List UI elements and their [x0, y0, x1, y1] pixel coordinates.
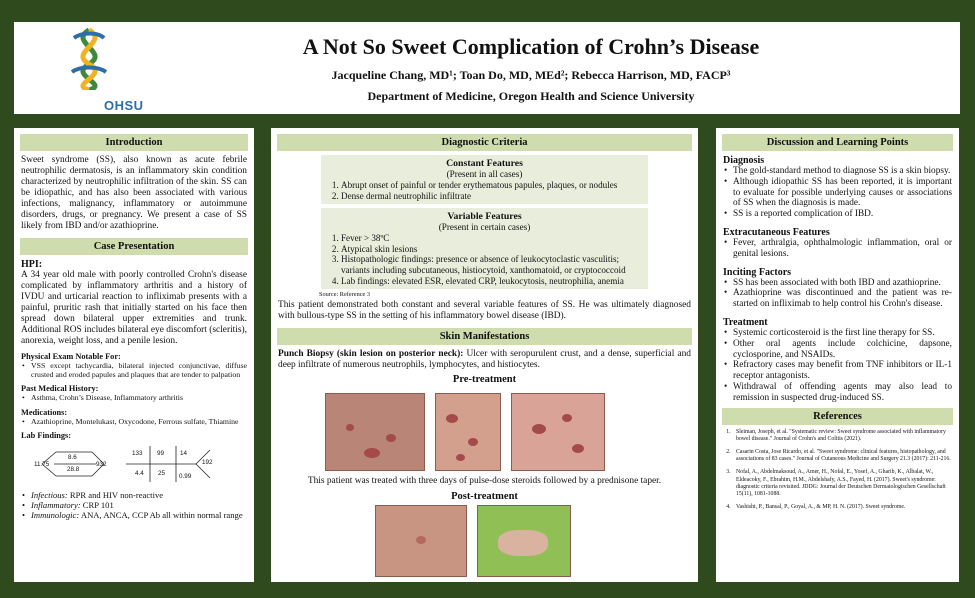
- diagnostic-summary: This patient demonstrated both constant and several variable features of SS. He was ultimately diagnosed with bullous-type SS in the setting of his inflammatory bowel disease (IBD).: [278, 300, 691, 322]
- list-item: 2. Atypical skin lesions: [341, 244, 642, 255]
- lab-co2: 25: [158, 469, 166, 477]
- post-treatment-label: Post-treatment: [451, 491, 518, 502]
- lab-diagrams: [14, 442, 254, 488]
- reference-item: 2. Casarin Costa, Jose Ricardo, et al. "Sweet syndrome: clinical features, histopathology, and associations of 83 cases." Journal of Cutaneous Medicine and Surgery 21.3 (2017): 211-216.: [732, 449, 951, 463]
- reference-item: 3. Nofal, A., Abdelmaksoud, A., Amer, H., Nofal, E., Yosef, A., Gharib, K., Albalat, W., Eldeacoky, F., Ebrahim, H.M., Abdelshafy, A.S., Fayed, H. (2017). Sweet's syndrome: diagnostic criteria revisited. JDDG: Journal der Deutschen Dermatologischen Gesellschaft 15(11), 1081-1088.: [732, 469, 951, 498]
- constant-features-subtitle: (Present in all cases): [446, 169, 523, 179]
- post-treatment-photo-arm: [477, 505, 571, 577]
- list-item: • The gold-standard method to diagnose SS is a skin biopsy.: [723, 166, 952, 177]
- treatment-title: Treatment: [723, 316, 768, 328]
- list-item: 1. Abrupt onset of painful or tender erythematous papules, plaques, or nodules: [341, 180, 642, 191]
- source-note: Source: Reference 3: [319, 291, 371, 299]
- extracutaneous-list: [716, 238, 959, 260]
- inciting-list: [716, 278, 959, 310]
- references-list: [716, 429, 959, 512]
- list-item: • Withdrawal of offending agents may also lead to remission in suspected drug-induced SS.: [723, 382, 952, 404]
- treatment-text: This patient was treated with three days of pulse-dose steroids followed by a prednisone taper.: [307, 476, 662, 486]
- exam-label: Physical Exam Notable For:: [21, 352, 121, 361]
- lab-cl: 99: [157, 449, 165, 457]
- list-item: • Asthma, Crohn’s Disease, Inflammatory arthritis: [21, 393, 247, 402]
- list-item: • Azathioprine was discontinued and the patient was re-started on infliximab to help control his Crohn's disease.: [723, 288, 952, 310]
- extracutaneous-title: Extracutaneous Features: [723, 226, 830, 238]
- pre-treatment-label: Pre-treatment: [452, 374, 517, 386]
- list-item: • VSS except tachycardia, bilateral injected conjunctivae, diffuse crusted and eroded papules and plaques that are tender to palpation: [21, 361, 247, 379]
- list-item: 3. Histopathologic findings: presence or absence of leukocytoclastic vasculitis; variants including subcutaneous, histiocytoid, xanthomatoid, or cryptococcoid: [341, 254, 642, 275]
- poster-title: A Not So Sweet Complication of Crohn’s Disease: [302, 34, 760, 59]
- list-item: • Although idiopathic SS has been reported, it is important to evaluate for possible underlying causes or associations of SS when the diagnosis is made.: [723, 177, 952, 209]
- list-item: • Fever, arthralgia, ophthalmologic inflammation, oral or genital lesions.: [723, 238, 952, 260]
- list-item: • SS has been associated with both IBD and azathioprine.: [723, 278, 952, 289]
- hpi-text: A 34 year old male with poorly controlled Crohn's disease complicated by inflammatory arthritis and a history of IVDU and urticarial reaction to infliximab presents with a painful, pruritic rash that initially started on his face then spread down bilateral upper extremities and trunk. Additional ROS includes bilateral eye discomfort (scleritis), anorexia, weight loss, and a penile lesion.: [21, 270, 247, 346]
- center-column: [271, 128, 698, 582]
- constant-features-list: [327, 180, 642, 201]
- reference-item: 4. Vashisht, P., Bansal, P., Goyal, A., & MP, H. N. (2017). Sweet syndrome.: [732, 504, 951, 511]
- poster-department: Department of Medicine, Oregon Health and Science University: [367, 89, 695, 103]
- pmh-label: Past Medical History:: [21, 384, 99, 394]
- intro-text: Sweet syndrome (SS), also known as acute febrile neutrophilic dermatosis, is an inflammatory skin condition characterized by neutrophilic infiltration of the skin. SS can be idiopathic, and has also been associated with various infections, malignancy, inflammatory or autoimmune disorders, drugs, or pregnancy. We present a case of SS likely from IBD and/or azathioprine.: [21, 155, 247, 231]
- pre-treatment-photo-shoulder: [511, 393, 605, 471]
- intro-heading: Introduction: [20, 134, 248, 151]
- lab-hct: 28.8: [67, 465, 80, 473]
- constant-features-box: [321, 155, 648, 204]
- case-heading: Case Presentation: [20, 238, 248, 255]
- list-item: • Systemic corticosteroid is the first line therapy for SS.: [723, 328, 952, 339]
- lab-k: 4.4: [135, 469, 144, 477]
- diagnosis-list: [716, 166, 959, 220]
- diagnostic-heading: Diagnostic Criteria: [277, 134, 692, 151]
- inciting-title: Inciting Factors: [723, 266, 792, 278]
- poster-header: [14, 22, 960, 114]
- lab-na: 133: [132, 449, 143, 457]
- poster-authors: Jacqueline Chang, MD¹; Toan Do, MD, MEd²; Rebecca Harrison, MD, FACP³: [331, 68, 731, 82]
- list-item: • SS is a reported complication of IBD.: [723, 209, 952, 220]
- list-item: 1. Fever > 38ºC: [341, 233, 642, 244]
- lab-cr: 0.99: [179, 472, 192, 480]
- logo-text: OHSU: [104, 98, 144, 113]
- biopsy-text: Punch Biopsy (skin lesion on posterior neck): Ulcer with seropurulent crust, and a dense, superficial and deep infiltrate of numerous neutrophils, lymphocytes, and histiocytes.: [278, 349, 691, 371]
- lab-glu: 192: [202, 458, 213, 466]
- right-column: [716, 128, 959, 582]
- list-item: • Inflammatory: CRP 101: [21, 500, 247, 510]
- lab-wbc: 11.75: [34, 460, 50, 468]
- list-item: • Refractory cases may benefit from TNF inhibitors or IL-1 receptor antagonists.: [723, 360, 952, 382]
- variable-features-title: Variable Features: [447, 211, 522, 223]
- post-treatment-photo-face: [375, 505, 467, 577]
- list-item: 2. Dense dermal neutrophilic infiltrate: [341, 191, 642, 202]
- constant-features-title: Constant Features: [446, 158, 523, 169]
- labs-label: Lab Findings:: [21, 430, 72, 440]
- left-column: [14, 128, 254, 582]
- variable-features-subtitle: (Present in certain cases): [438, 222, 531, 233]
- lab-bun: 14: [180, 449, 188, 457]
- diagnosis-title: Diagnosis: [723, 155, 765, 166]
- meds-label: Medications:: [21, 407, 68, 417]
- list-item: 4. Lab findings: elevated ESR, elevated CRP, leukocytosis, neutrophilia, anemia: [341, 276, 642, 287]
- pmh-list: [14, 393, 254, 402]
- list-item: • Other oral agents include colchicine, dapsone, cyclosporine, and NSAIDs.: [723, 339, 952, 361]
- variable-features-list: [327, 233, 642, 286]
- post-treatment-photos: [375, 505, 571, 577]
- lab-plt: 932: [96, 460, 107, 468]
- lab-findings-list: [14, 490, 254, 521]
- pre-treatment-photo-arm: [435, 393, 501, 471]
- list-item: • Azathioprine, Montelukast, Oxycodone, Ferrous sulfate, Thiamine: [21, 417, 247, 426]
- treatment-list: [716, 328, 959, 404]
- hpi-label: HPI:: [21, 259, 43, 270]
- lab-diagram-lines: [14, 442, 254, 488]
- list-item: • Infectious: RPR and HIV non-reactive: [21, 490, 247, 500]
- meds-list: [14, 417, 254, 426]
- discussion-heading: Discussion and Learning Points: [722, 134, 953, 151]
- reference-item: 1. Sleiman, Joseph, et al. "Systematic review: Sweet syndrome associated with inflammatory bowel disease." Journal of Crohn's and Colitis (2021).: [732, 429, 951, 443]
- exam-list: [14, 361, 254, 379]
- pre-treatment-photos: [325, 393, 605, 471]
- pre-treatment-photo-neck: [325, 393, 425, 471]
- references-heading: References: [722, 408, 953, 425]
- lab-hgb: 8.6: [68, 453, 77, 461]
- variable-features-box: [321, 208, 648, 289]
- skin-heading: Skin Manifestations: [277, 328, 692, 345]
- list-item: • Immunologic: ANA, ANCA, CCP Ab all within normal range: [21, 510, 247, 520]
